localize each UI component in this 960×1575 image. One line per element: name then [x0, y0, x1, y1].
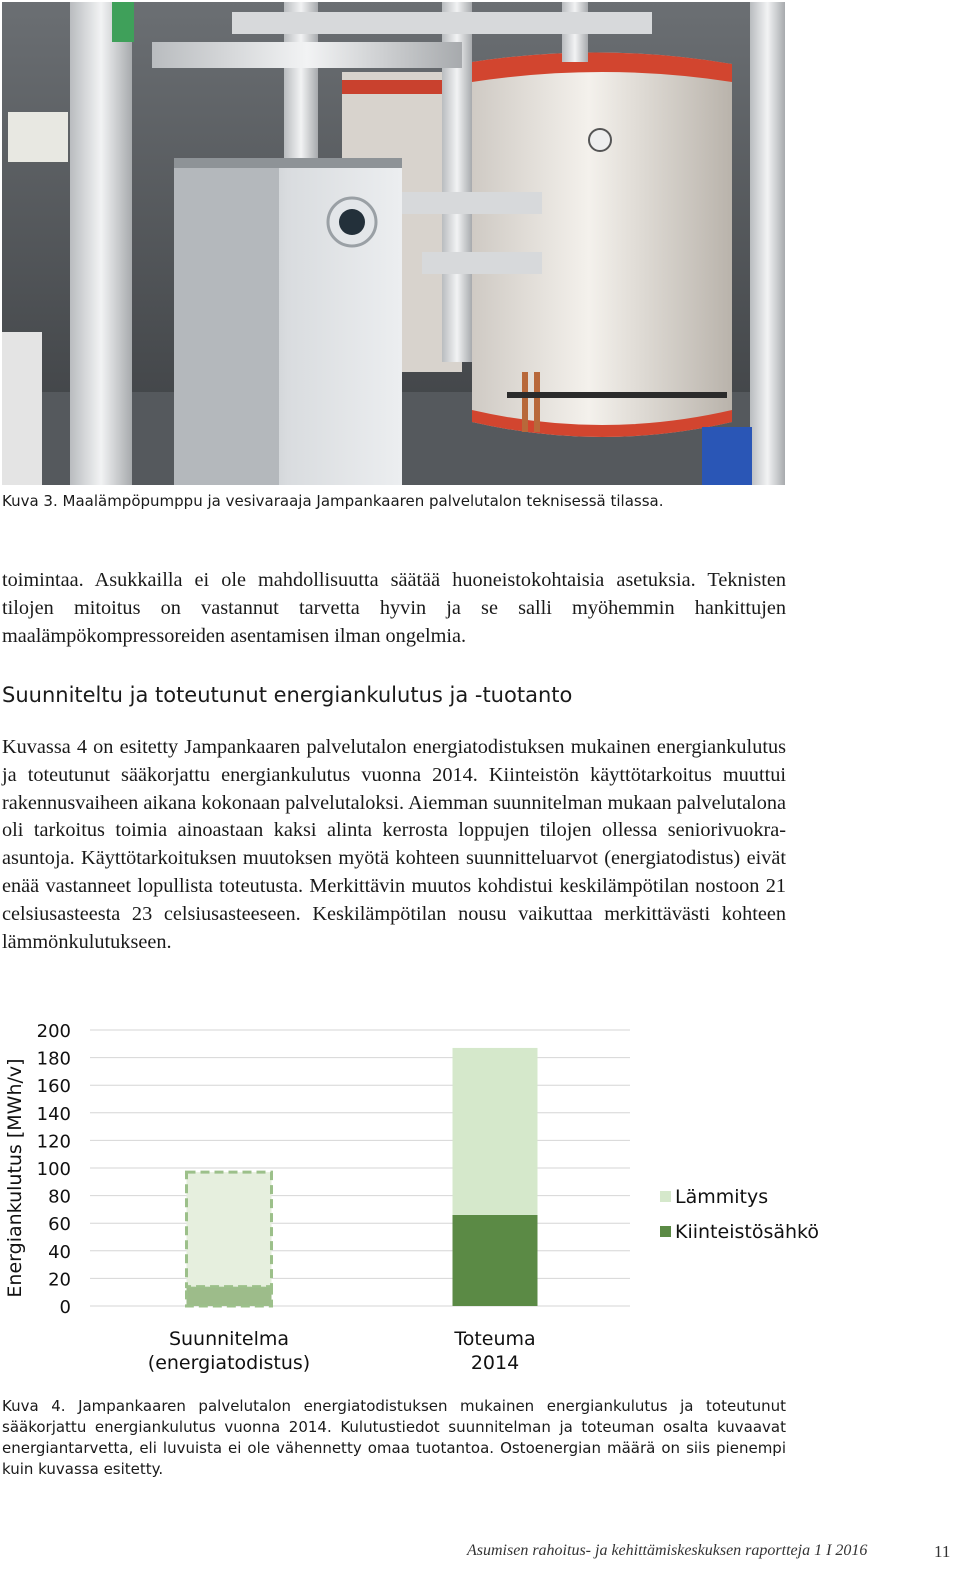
legend-label: Lämmitys: [675, 1186, 769, 1208]
bar-segment-lammitys-1: [453, 1048, 538, 1215]
y-tick-label: 80: [48, 1186, 71, 1208]
chart-y-axis-label: Energiankulutus [MWh/v]: [4, 1058, 26, 1298]
chart-y-ticks: [37, 1021, 71, 1318]
paragraph-intro: toimintaa. Asukkailla ei ole mahdollisuutta säätää huoneistokohtaisia asetuksia. Teknisten tilojen mitoitus on vastannut tarvetta hyvin ja se salli myöhemmin hankittujen maalämpökompressoreiden asentamisen ilman ongelmia.: [2, 569, 786, 647]
photo-illustration: [2, 2, 785, 485]
page-number: 11: [934, 1542, 951, 1561]
legend-swatch: [660, 1226, 671, 1237]
y-tick-label: 120: [36, 1131, 71, 1153]
chart-x-labels: [148, 1328, 536, 1374]
y-tick-label: 40: [48, 1241, 71, 1263]
y-tick-label: 160: [36, 1076, 71, 1098]
chart-bars: [187, 1048, 538, 1306]
y-tick-label: 200: [36, 1021, 71, 1042]
legend-label: Kiinteistösähkö: [675, 1221, 819, 1243]
y-tick-label: 60: [48, 1214, 71, 1236]
bar-segment-kiinteistosahko-0: [187, 1287, 272, 1306]
y-tick-label: 100: [36, 1159, 71, 1180]
x-category-label: Suunnitelma: [168, 1328, 290, 1350]
figure-caption: Kuva 4. Jampankaaren palvelutalon energiatodistuksen mukainen energiankulutus ja toteutunut sääkorjattu energiankulutus vuonna 2014. Kulutustiedot suunnitelman ja toteuman osalta kuvaavat energiantarvetta, eli luvuista ei ole vähennetty omaa tuotantoa. Ostoenergian määrä on siis pienempi kuin kuvassa esitetty.: [2, 1397, 786, 1478]
y-tick-label: 140: [36, 1103, 71, 1125]
footer-publication: Asumisen rahoitus- ja kehittämiskeskuksen raportteja 1 I 2016: [467, 1542, 868, 1559]
boiler-room-photo: [2, 2, 785, 485]
chart-gridlines: [90, 1030, 630, 1306]
bar-segment-lammitys-0: [187, 1172, 272, 1287]
chart-legend: [660, 1186, 819, 1243]
photo-caption: Kuva 3. Maalämpöpumppu ja vesivaraaja Jampankaaren palvelutalon teknisessä tilassa.: [2, 492, 664, 510]
energy-consumption-chart: [0, 1010, 880, 1390]
y-tick-label: 20: [48, 1269, 71, 1291]
y-tick-label: 0: [59, 1297, 71, 1318]
x-category-label: (energiatodistus): [147, 1352, 311, 1374]
bar-segment-kiinteistosahko-1: [453, 1215, 538, 1306]
legend-swatch: [660, 1191, 671, 1202]
y-tick-label: 180: [36, 1048, 71, 1070]
x-category-label: 2014: [470, 1352, 520, 1374]
x-category-label: Toteuma: [454, 1328, 536, 1350]
section-heading: Suunniteltu ja toteutunut energiankulutus ja -tuotanto: [2, 683, 573, 707]
paragraph-energy: Kuvassa 4 on esitetty Jampankaaren palvelutalon energiatodistuksen mukainen energiankulutus ja toteutunut sääkorjattu energiankulutus vuonna 2014. Kiinteistön käyttötarkoitus muuttui rakennusvaiheen aikana kokonaan palvelutaloksi. Aiemman suunnitelman mukaan palvelutalona oli tarkoitus toimia ainoastaan kaksi alinta kerrosta loppujen tilojen ollessa seniorivuokra-asuntoja. Käyttötarkoituksen muutoksen myötä kohteen suunnitteluarvot (energiatodistus) eivät enää vastanneet lopullista toteutusta. Merkittävin muutos kohdistui keskilämpötilan nostoon 21 celsiusasteesta 23 celsiusasteeseen. Keskilämpötilan nousu vaikuttaa merkittävästi kohteen lämmönkulutukseen.: [2, 736, 786, 953]
